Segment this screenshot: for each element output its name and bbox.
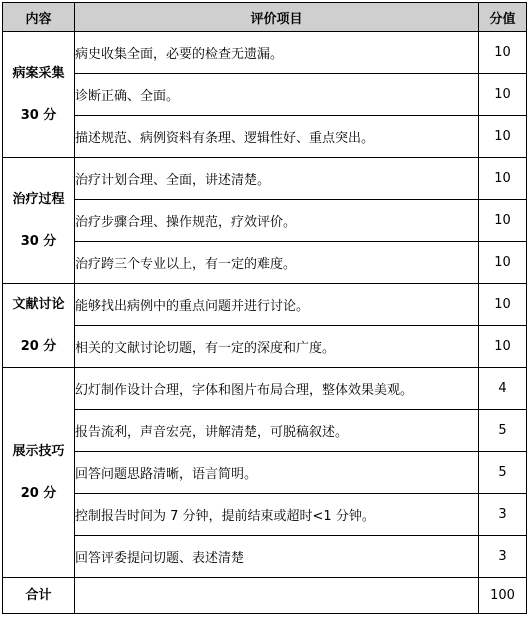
table-row: [3, 368, 527, 410]
item-value: 3: [479, 536, 527, 578]
table-row: [3, 242, 527, 284]
item-value: 10: [479, 74, 527, 116]
item-value: 10: [479, 242, 527, 284]
table-row: [3, 200, 527, 242]
table-row: [3, 74, 527, 116]
item-text: 相关的文献讨论切题，有一定的深度和广度。: [75, 326, 479, 368]
item-value: 10: [479, 200, 527, 242]
table-row: [3, 116, 527, 158]
category-name: 文献讨论: [12, 296, 65, 312]
category-cell: [3, 368, 75, 578]
category-score: 30 分: [20, 107, 57, 123]
item-text: 回答问题思路清晰，语言简明。: [75, 452, 479, 494]
item-text: 能够找出病例中的重点问题并进行讨论。: [75, 284, 479, 326]
category-score: 20 分: [20, 338, 57, 354]
item-text: 治疗计划合理、全面，讲述清楚。: [75, 158, 479, 200]
category-score: 20 分: [20, 485, 57, 501]
total-value: 100: [479, 578, 527, 614]
table-row: [3, 158, 527, 200]
table-row: [3, 410, 527, 452]
item-value: 10: [479, 326, 527, 368]
table-header-row: [3, 3, 527, 32]
item-text: 幻灯制作设计合理，字体和图片布局合理，整体效果美观。: [75, 368, 479, 410]
table-row: [3, 32, 527, 74]
item-value: 3: [479, 494, 527, 536]
total-item: [75, 578, 479, 614]
category-cell: [3, 158, 75, 284]
table-row: [3, 284, 527, 326]
evaluation-table: [2, 2, 527, 614]
category-cell: [3, 32, 75, 158]
table-row: [3, 326, 527, 368]
category-score: 30 分: [20, 233, 57, 249]
item-text: 描述规范、病例资料有条理、逻辑性好、重点突出。: [75, 116, 479, 158]
item-value: 10: [479, 116, 527, 158]
category-cell: [3, 284, 75, 368]
table-row: [3, 494, 527, 536]
item-text: 诊断正确、全面。: [75, 74, 479, 116]
header-score: 分值: [479, 3, 527, 32]
total-row: [3, 578, 527, 614]
item-text: 治疗跨三个专业以上，有一定的难度。: [75, 242, 479, 284]
table-row: [3, 452, 527, 494]
category-name: 治疗过程: [12, 191, 65, 207]
item-value: 5: [479, 410, 527, 452]
item-text: 治疗步骤合理、操作规范，疗效评价。: [75, 200, 479, 242]
header-content: 内容: [3, 3, 75, 32]
item-text: 回答评委提问切题、表述清楚: [75, 536, 479, 578]
total-label: 合计: [3, 578, 75, 614]
item-value: 10: [479, 32, 527, 74]
item-value: 10: [479, 158, 527, 200]
category-name: 病案采集: [12, 65, 65, 81]
item-value: 4: [479, 368, 527, 410]
header-item: 评价项目: [75, 3, 479, 32]
item-text: 控制报告时间为 7 分钟，提前结束或超时<1 分钟。: [75, 494, 479, 536]
item-value: 5: [479, 452, 527, 494]
table-row: [3, 536, 527, 578]
category-name: 展示技巧: [12, 443, 65, 459]
item-text: 病史收集全面，必要的检查无遗漏。: [75, 32, 479, 74]
item-text: 报告流利，声音宏亮，讲解清楚，可脱稿叙述。: [75, 410, 479, 452]
item-value: 10: [479, 284, 527, 326]
